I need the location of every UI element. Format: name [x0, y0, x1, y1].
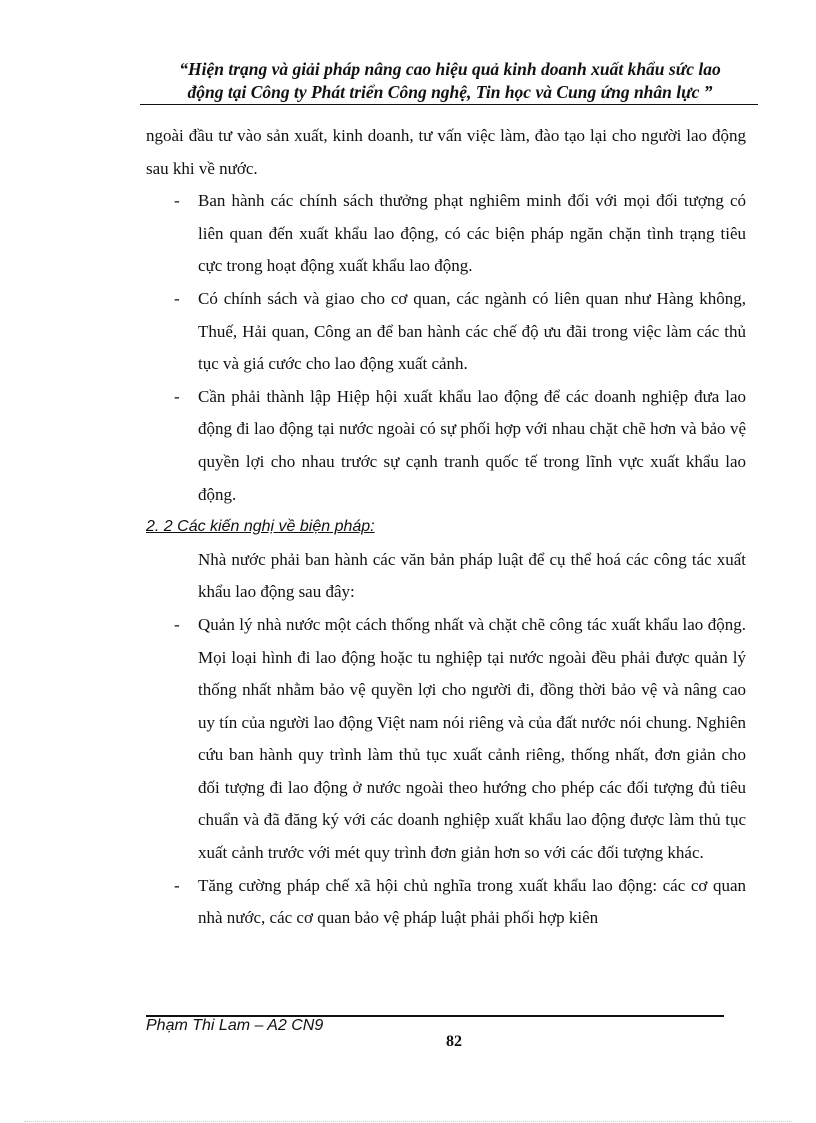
header-divider: [140, 104, 758, 105]
page-edge-divider: [24, 1121, 792, 1122]
list-item: [146, 283, 746, 381]
bullet-dash: -: [174, 191, 180, 211]
bullet-dash: -: [174, 386, 180, 406]
header-line-1: “Hiện trạng và giải pháp nâng cao hiệu quả kinh doanh xuất khẩu sức lao: [179, 59, 721, 79]
list-item: [146, 185, 746, 283]
list-item-text: Cần phải thành lập Hiệp hội xuất khẩu lao động để các doanh nghiệp đưa lao động đi lao động tại nước ngoài có sự phối hợp với nhau chặt chẽ hơn và bảo vệ quyền lợi cho nhau trước sự cạnh tranh quốc tế trong lĩnh vực xuất khẩu lao động.: [198, 386, 746, 504]
header-line-2: động tại Công ty Phát triển Công nghệ, Tin học và Cung ứng nhân lực ”: [187, 82, 713, 102]
bullet-dash: -: [174, 875, 180, 895]
list-item-text: Tăng cường pháp chế xã hội chủ nghĩa trong xuất khẩu lao động: các cơ quan nhà nước, các cơ quan bảo vệ pháp luật phải phối hợp kiên: [198, 875, 746, 928]
intro-paragraph: Nhà nước phải ban hành các văn bản pháp luật để cụ thể hoá các công tác xuất khẩu lao động sau đây:: [198, 549, 746, 602]
list-item-text: Ban hành các chính sách thưởng phạt nghiêm minh đối với mọi đối tượng có liên quan đến xuất khẩu lao động, có các biện pháp ngăn chặn tình trạng tiêu cực trong hoạt động xuất khẩu lao động.: [198, 191, 746, 276]
page-body: [146, 120, 746, 935]
list-item: [146, 609, 746, 870]
bullet-dash: -: [174, 288, 180, 308]
section-heading: 2. 2 Các kiến nghị về biện pháp:: [146, 518, 375, 536]
running-header: [140, 58, 760, 104]
page-number: 82: [446, 1033, 462, 1050]
bullet-dash: -: [174, 614, 180, 634]
list-item: [146, 381, 746, 511]
list-item: [146, 870, 746, 935]
footer-author: Phạm Thi Lam – A2 CN9: [146, 1017, 324, 1034]
list-item-text: Quản lý nhà nước một cách thống nhất và chặt chẽ công tác xuất khẩu lao động. Mọi loại hình đi lao động hoặc tu nghiệp tại nước ngoài đều phải được quản lý thống nhất nhằm bảo vệ quyền lợi cho người đi, đồng thời bảo vệ và nâng cao uy tín của người lao động Việt nam nói riêng và của đất nước nói chung. Nghiên cứu ban hành quy trình làm thủ tục xuất cảnh riêng, thống nhất, đơn giản cho đối tượng đi lao động ở nước ngoài theo hướng cho phép các đối tượng đủ tiêu chuẩn và đã đăng ký với các doanh nghiệp xuất khẩu lao động được làm thủ tục xuất cảnh trước với mét quy trình đơn giản hơn so với các đối tượng khác.: [198, 614, 746, 863]
paragraph-continued: ngoài đầu tư vào sản xuất, kinh doanh, tư vấn việc làm, đào tạo lại cho người lao động sau khi về nước.: [146, 126, 746, 178]
list-item-text: Có chính sách và giao cho cơ quan, các ngành có liên quan như Hàng không, Thuế, Hải quan, Công an để ban hành các chế độ ưu đãi trong việc làm các thủ tục và giá cước cho lao động xuất cảnh.: [198, 288, 746, 374]
